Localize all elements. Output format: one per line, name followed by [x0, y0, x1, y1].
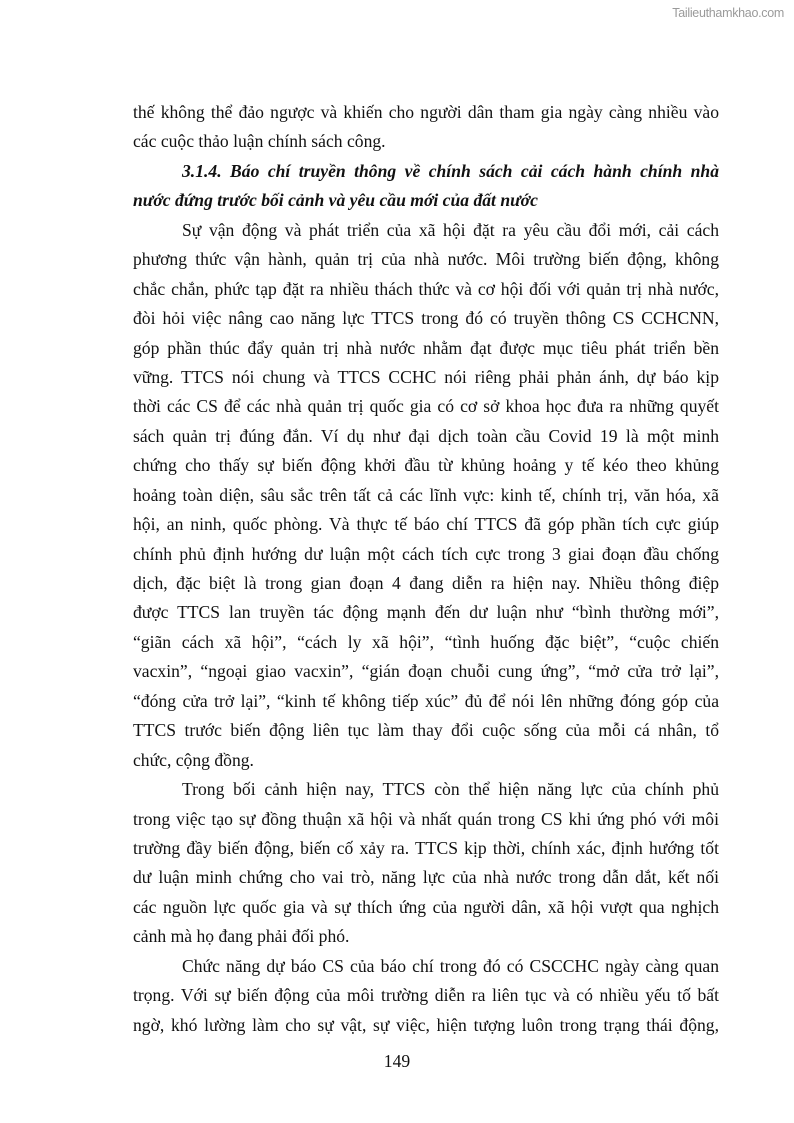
- text-line: 3.1.4. Báo chí truyền thông về chính sách cải cách hành chính nhà: [182, 160, 719, 181]
- text-line: trọng. Với sự biến động của môi trường diễn ra liên tục và có nhiều yếu tố bất: [133, 985, 719, 1006]
- text-line: sách quản trị đúng đắn. Ví dụ như đại dịch toàn cầu Covid 19 là một minh: [133, 425, 719, 446]
- text-line: dư luận minh chứng cho vai trò, năng lực của nhà nước trong dẫn dắt, kết nối: [133, 867, 719, 888]
- text-line: vacxin”, “ngoại giao vacxin”, “gián đoạn chuỗi cung ứng”, “mở cửa trở lại”,: [133, 661, 719, 682]
- text-line: chứng cho thấy sự biến động khởi đầu từ khủng hoảng y tế kéo theo khủng: [133, 455, 719, 476]
- text-line: các nguồn lực quốc gia và sự thích ứng của người dân, xã hội vượt qua nghịch: [133, 896, 719, 917]
- text-line: hoảng toàn diện, sâu sắc trên tất cả các lĩnh vực: kinh tế, chính trị, văn hóa, xã: [133, 484, 719, 505]
- text-line: chức, cộng đồng.: [133, 749, 254, 770]
- document-body: [133, 98, 719, 1040]
- text-line: “đóng cửa trở lại”, “kinh tế không tiếp xúc” đủ để nói lên những đóng góp của: [133, 690, 719, 711]
- text-line: cảnh mà họ đang phải đối phó.: [133, 926, 350, 947]
- text-line: hội, an ninh, quốc phòng. Và thực tế báo chí TTCS đã góp phần tích cực giúp: [133, 514, 719, 535]
- section-heading: [133, 157, 719, 216]
- text-line: nước đứng trước bối cảnh và yêu cầu mới của đất nước: [133, 190, 538, 211]
- text-line: chính phủ định hướng dư luận một cách tích cực trong 3 giai đoạn đầu chống: [133, 543, 719, 564]
- paragraph: [133, 952, 719, 1040]
- text-line: Chức năng dự báo CS của báo chí trong đó có CSCCHC ngày càng quan: [182, 955, 719, 976]
- text-line: thời các CS để các nhà quản trị quốc gia có cơ sở khoa học đưa ra những quyết: [133, 396, 719, 417]
- text-line: Sự vận động và phát triển của xã hội đặt ra yêu cầu đổi mới, cải cách: [182, 219, 719, 240]
- text-line: được TTCS lan truyền tác động mạnh đến dư luận như “bình thường mới”,: [133, 602, 719, 623]
- text-line: “giãn cách xã hội”, “cách ly xã hội”, “tình huống đặc biệt”, “cuộc chiến: [133, 631, 719, 652]
- text-line: trường đầy biến động, biến cố xảy ra. TTCS kịp thời, chính xác, định hướng tốt: [133, 837, 719, 858]
- text-line: thế không thể đảo ngược và khiến cho người dân tham gia ngày càng nhiều vào: [133, 102, 719, 122]
- paragraph: [133, 216, 719, 775]
- text-line: vững. TTCS nói chung và TTCS CCHC nói riêng phải phản ánh, dự báo kịp: [133, 366, 719, 387]
- text-line: TTCS trước biến động liên tục làm thay đổi cuộc sống của mỗi cá nhân, tổ: [133, 720, 719, 741]
- paragraph: [133, 98, 719, 157]
- text-line: dịch, đặc biệt là trong gian đoạn 4 đang diễn ra hiện nay. Nhiều thông điệp: [133, 573, 719, 593]
- text-line: đòi hỏi việc nâng cao năng lực TTCS trong đó có truyền thông CS CCHCNN,: [133, 308, 719, 329]
- text-line: trong việc tạo sự đồng thuận xã hội và nhất quán trong CS khi ứng phó với môi: [133, 808, 719, 829]
- text-line: góp phần thúc đẩy quản trị nhà nước nhằm đạt được mục tiêu phát triển bền: [133, 337, 719, 358]
- text-line: Trong bối cảnh hiện nay, TTCS còn thể hiện năng lực của chính phủ: [182, 779, 719, 800]
- text-line: chắc chắn, phức tạp đặt ra nhiều thách thức và cơ hội đối với quản trị nhà nước,: [133, 278, 719, 299]
- text-line: phương thức vận hành, quản trị của nhà nước. Môi trường biến động, không: [133, 249, 719, 270]
- text-line: ngờ, khó lường làm cho sự vật, sự việc, hiện tượng luôn trong trạng thái động,: [133, 1014, 719, 1035]
- watermark: Tailieuthamkhao.com: [672, 6, 784, 20]
- text-line: các cuộc thảo luận chính sách công.: [133, 131, 386, 152]
- page-number: 149: [383, 1051, 411, 1071]
- paragraph: [133, 775, 719, 952]
